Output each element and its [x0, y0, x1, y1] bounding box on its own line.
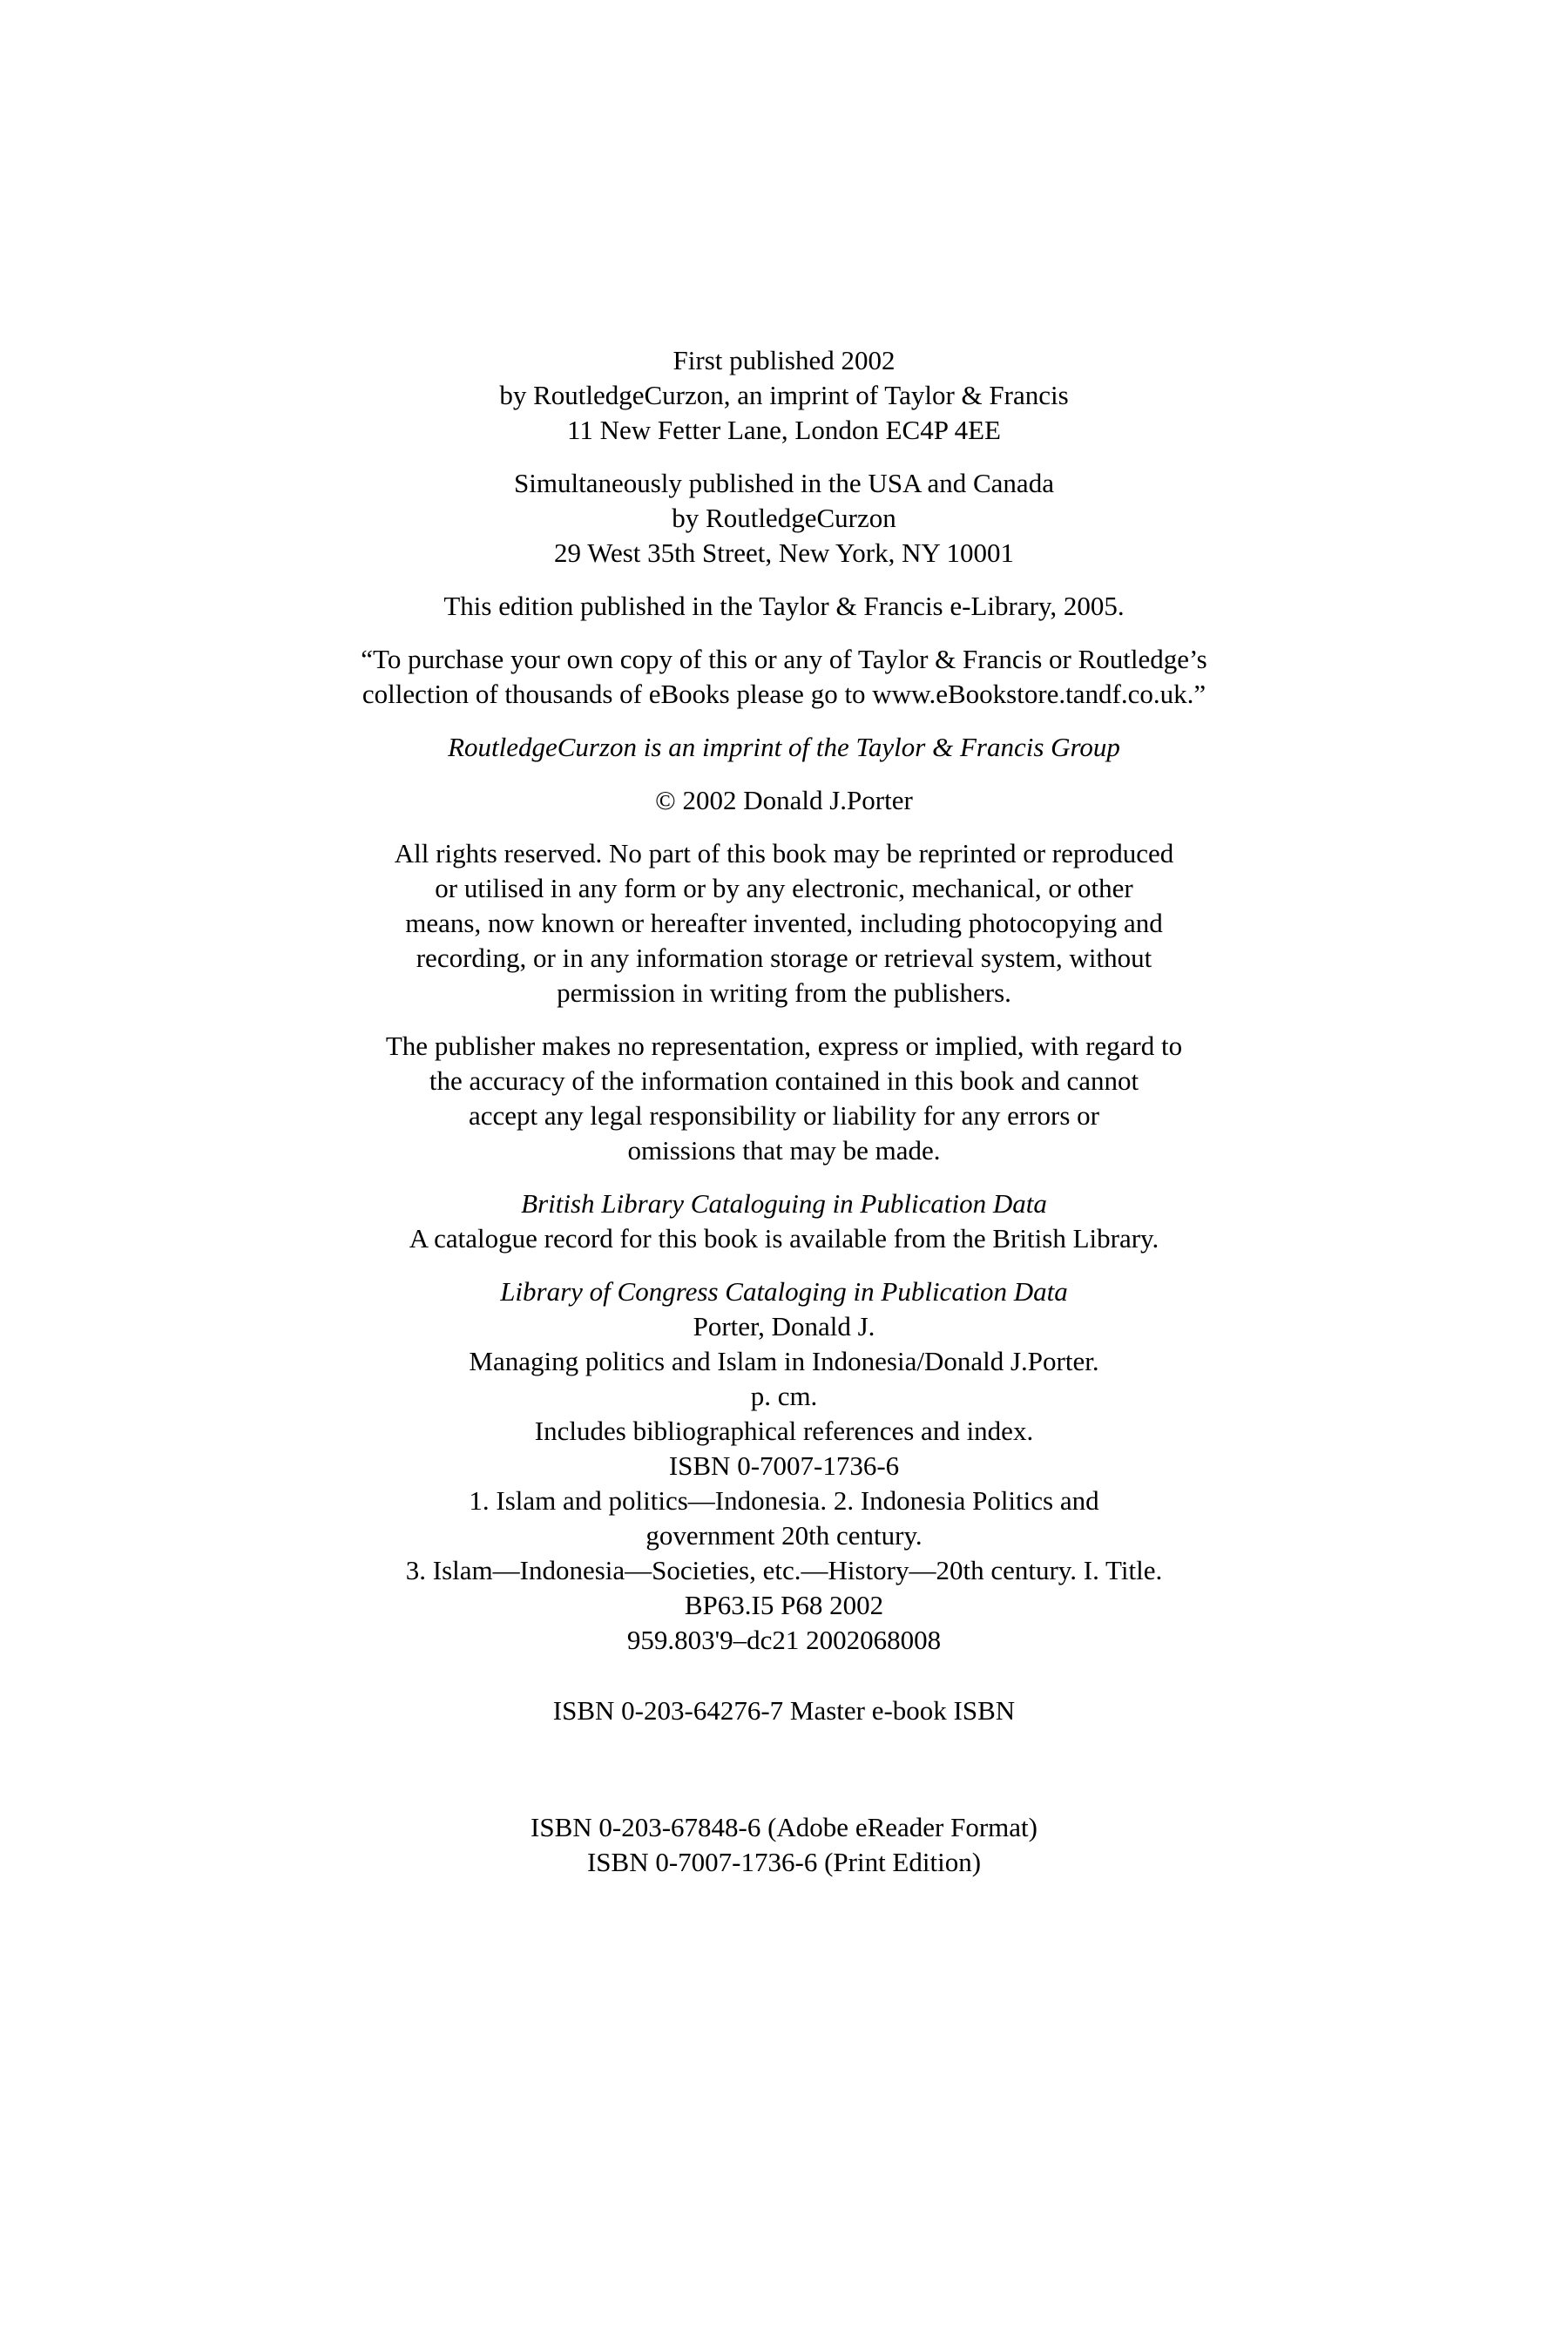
copyright-notice: © 2002 Donald J.Porter: [655, 785, 913, 815]
publisher-line: by RoutledgeCurzon, an imprint of Taylor & Francis: [499, 380, 1069, 410]
purchase-note: [131, 642, 1437, 712]
disclaimer-line: accept any legal responsibility or liability for any errors or: [469, 1100, 1099, 1131]
purchase-note-line-1: “To purchase your own copy of this or any of Taylor & Francis or Routledge’s: [361, 644, 1207, 674]
loc-line: BP63.I5 P68 2002: [684, 1590, 884, 1620]
purchase-note-line-2: collection of thousands of eBooks please go to www.eBookstore.tandf.co.uk.”: [362, 679, 1206, 709]
copyright-block: [131, 783, 1437, 818]
rights-line: All rights reserved. No part of this book may be reprinted or reproduced: [394, 838, 1174, 868]
master-isbn: ISBN 0-203-64276-7 Master e-book ISBN: [552, 1695, 1016, 1726]
loc-heading: Library of Congress Cataloging in Publication Data: [500, 1276, 1068, 1307]
loc-line: Porter, Donald J.: [693, 1311, 875, 1342]
rights-line: recording, or in any information storage or retrieval system, without: [416, 943, 1152, 973]
loc-line: government 20th century.: [645, 1520, 923, 1551]
disclaimer-line: omissions that may be made.: [627, 1135, 941, 1166]
library-of-congress-data: [131, 1274, 1437, 1658]
disclaimer: [131, 1029, 1437, 1168]
british-library-heading: British Library Cataloguing in Publication Data: [521, 1188, 1047, 1219]
usa-canada-info: [131, 466, 1437, 571]
loc-line: p. cm.: [750, 1381, 818, 1411]
rights-line: permission in writing from the publishers.: [557, 977, 1011, 1008]
elibrary-note: This edition published in the Taylor & Francis e-Library, 2005.: [443, 591, 1125, 621]
loc-line: ISBN 0-7007-1736-6: [668, 1450, 900, 1481]
loc-line: 959.803'9–dc21 2002068008: [626, 1625, 942, 1655]
elibrary-edition: [131, 589, 1437, 624]
rights-statement: [131, 836, 1437, 1010]
publication-info: [131, 343, 1437, 448]
imprint-note-block: [131, 730, 1437, 765]
usa-canada-line-3: 29 West 35th Street, New York, NY 10001: [554, 537, 1014, 568]
loc-line: 3. Islam—Indonesia—Societies, etc.—History—20th century. I. Title.: [405, 1555, 1163, 1585]
edition-isbns: [131, 1810, 1437, 1880]
loc-line: 1. Islam and politics—Indonesia. 2. Indonesia Politics and: [469, 1485, 1099, 1516]
rights-line: means, now known or hereafter invented, including photocopying and: [405, 908, 1163, 938]
master-isbn-block: [131, 1693, 1437, 1728]
publisher-address: 11 New Fetter Lane, London EC4P 4EE: [567, 415, 1001, 445]
british-library-data: [131, 1186, 1437, 1256]
imprint-note: RoutledgeCurzon is an imprint of the Taylor & Francis Group: [448, 732, 1120, 762]
usa-canada-line-2: by RoutledgeCurzon: [672, 503, 896, 533]
copyright-content: [131, 343, 1437, 1880]
british-library-text: A catalogue record for this book is available from the British Library.: [409, 1223, 1159, 1254]
disclaimer-line: The publisher makes no representation, express or implied, with regard to: [385, 1031, 1183, 1061]
first-published: First published 2002: [672, 345, 896, 375]
usa-canada-line-1: Simultaneously published in the USA and Canada: [514, 468, 1054, 498]
adobe-isbn: ISBN 0-203-67848-6 (Adobe eReader Format): [531, 1812, 1037, 1842]
loc-line: Managing politics and Islam in Indonesia/Donald J.Porter.: [469, 1346, 1099, 1376]
loc-line: Includes bibliographical references and index.: [534, 1416, 1034, 1446]
rights-line: or utilised in any form or by any electronic, mechanical, or other: [435, 873, 1133, 903]
print-isbn: ISBN 0-7007-1736-6 (Print Edition): [586, 1847, 982, 1877]
disclaimer-line: the accuracy of the information contained in this book and cannot: [429, 1065, 1139, 1096]
